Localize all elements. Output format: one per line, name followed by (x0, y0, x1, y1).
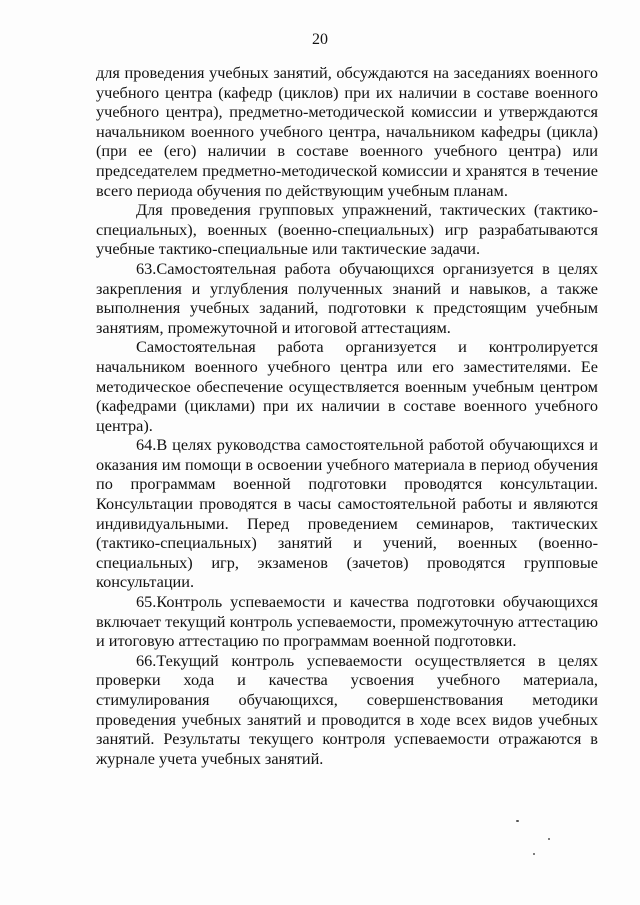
scan-speck (548, 838, 550, 840)
paragraph: Самостоятельная работа организуется и контролируется начальником военного учебного центра или его заместителями. Ее методическое обеспечение осуществляется военным учебным центром (кафедрами (циклами) при их наличии в составе военного учебного центра). (96, 337, 598, 435)
paragraph-63: 63.Самостоятельная работа обучающихся организуется в целях закрепления и углубления полученных знаний и навыков, а также выполнения учебных заданий, подготовки к предстоящим учебным занятиям, промежуточной и итоговой аттестациям. (96, 258, 598, 337)
paragraph-65: 65.Контроль успеваемости и качества подготовки обучающихся включает текущий контроль успеваемости, промежуточную аттестацию и итоговую аттестацию по программам военной подготовки. (96, 592, 598, 651)
paragraph-66: 66.Текущий контроль успеваемости осуществляется в целях проверки хода и качества усвоения учебного материала, стимулирования обучающихся, совершенствования методики проведения учебных занятий и проводится в ходе всех видов учебных занятий. Результаты текущего контроля успеваемости отражаются в журнале учета учебных занятий. (96, 650, 598, 768)
body-text (96, 63, 598, 768)
scan-speck (533, 853, 535, 855)
paragraph: Для проведения групповых упражнений, тактических (тактико-специальных), военных (военно-специальных) игр разрабатываются учебные тактико-специальные или тактические задачи. (96, 200, 598, 259)
paragraph-64: 64.В целях руководства самостоятельной работой обучающихся и оказания им помощи в освоении учебного материала в период обучения по программам военной подготовки проводятся консультации. Консультации проводятся в часы самостоятельной работы и являются индивидуальными. Перед проведением семинаров, тактических (тактико-специальных) занятий и учений, военных (военно-специальных) игр, экзаменов (зачетов) проводятся групповые консультации. (96, 435, 598, 592)
page-number: 20 (312, 31, 328, 48)
paragraph: для проведения учебных занятий, обсуждаются на заседаниях военного учебного центра (кафедр (циклов) при их наличии в составе военного учебного центра), предметно-методической комиссии и утверждаются начальником военного учебного центра, начальником кафедры (цикла) (при ее (его) наличии в составе военного учебного центра) или председателем предметно-методической комиссии и хранятся в течение всего периода обучения по действующим учебным планам. (96, 63, 598, 200)
scan-speck (516, 820, 519, 822)
